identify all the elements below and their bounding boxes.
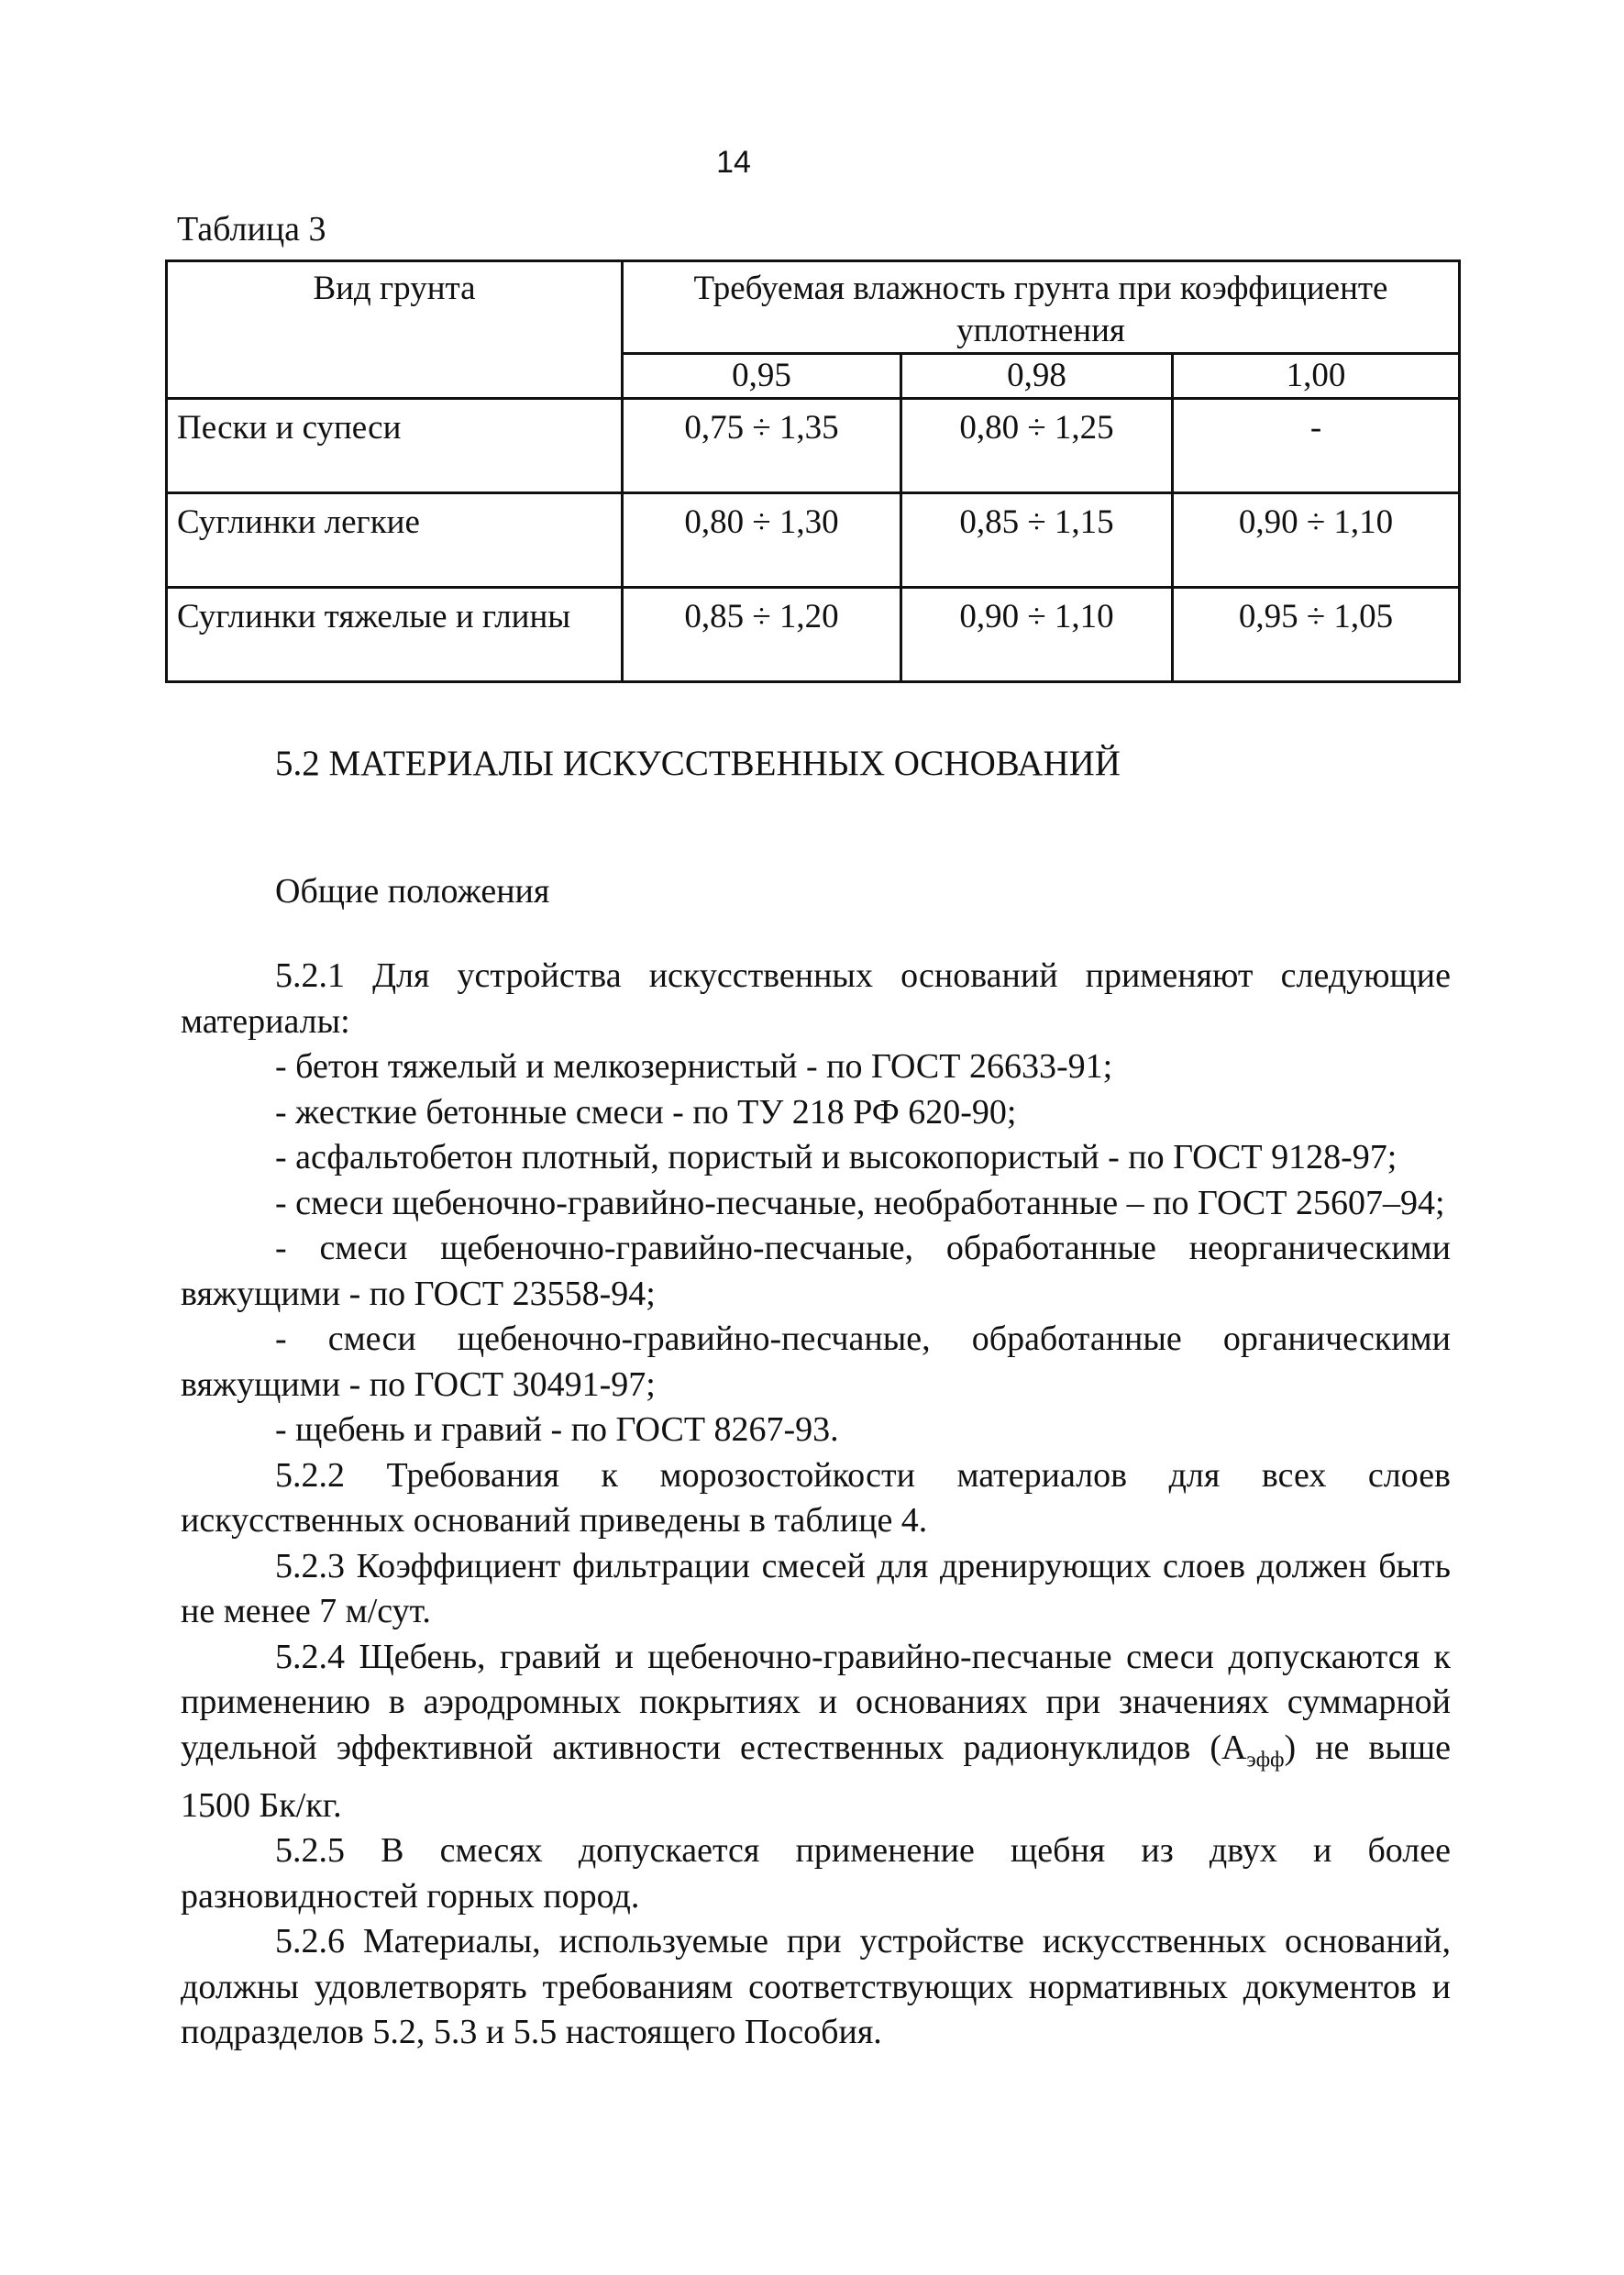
page-number: 14 <box>716 145 751 180</box>
paragraph-5-2-6: 5.2.6 Материалы, используемые при устройстве искусственных оснований, должны удовлетворять требованиям соответствующих нормативных документов и подразделов 5.2, 5.3 и 5.5 настоящего Пособия. <box>181 1922 1451 2052</box>
table-caption: Таблица 3 <box>177 210 326 248</box>
value-cell: 0,80 ÷ 1,30 <box>623 493 901 588</box>
header-coefficient: 0,98 <box>901 354 1173 399</box>
table-row <box>167 493 1460 588</box>
value-cell: 0,75 ÷ 1,35 <box>623 399 901 493</box>
header-soil-kind: Вид грунта <box>167 261 623 399</box>
value-cell: 0,85 ÷ 1,15 <box>901 493 1173 588</box>
header-coefficient: 1,00 <box>1173 354 1460 399</box>
paragraph-5-2-3: 5.2.3 Коэффициент фильтрации смесей для дренирующих слоев должен быть не менее 7 м/сут. <box>181 1546 1451 1630</box>
soil-moisture-table <box>165 260 1461 683</box>
list-item: - смеси щебеночно-гравийно-песчаные, обработанные органическими вяжущими - по ГОСТ 30491-97; <box>181 1320 1451 1404</box>
body-text <box>181 954 1451 2056</box>
soil-kind-cell: Пески и супеси <box>167 399 623 493</box>
list-item: - щебень и гравий - по ГОСТ 8267-93. <box>275 1410 839 1449</box>
header-required-moisture: Требуемая влажность грунта при коэффициенте уплотнения <box>623 261 1460 354</box>
value-cell: 0,90 ÷ 1,10 <box>1173 493 1460 588</box>
list-item: - бетон тяжелый и мелкозернистый - по ГОСТ 26633-91; <box>275 1047 1113 1086</box>
subsection-title: Общие положения <box>275 872 550 911</box>
section-title: 5.2 МАТЕРИАЛЫ ИСКУССТВЕННЫХ ОСНОВАНИЙ <box>275 744 1121 783</box>
list-item: - смеси щебеночно-гравийно-песчаные, обработанные неорганическими вяжущими - по ГОСТ 23558-94; <box>181 1229 1451 1313</box>
paragraph-5-2-5: 5.2.5 В смесях допускается применение щебня из двух и более разновидностей горных пород. <box>181 1831 1451 1916</box>
table-header-row <box>167 261 1460 354</box>
value-cell: 0,95 ÷ 1,05 <box>1173 588 1460 682</box>
list-item: - асфальтобетон плотный, пористый и высокопористый - по ГОСТ 9128-97; <box>275 1138 1398 1176</box>
paragraph-5-2-4 <box>181 1635 1451 1829</box>
soil-kind-cell: Суглинки легкие <box>167 493 623 588</box>
paragraph-5-2-1: 5.2.1 Для устройства искусственных оснований применяют следующие материалы: <box>181 956 1451 1041</box>
header-coefficient: 0,95 <box>623 354 901 399</box>
value-cell: 0,80 ÷ 1,25 <box>901 399 1173 493</box>
table-row <box>167 588 1460 682</box>
value-cell: 0,90 ÷ 1,10 <box>901 588 1173 682</box>
paragraph-5-2-4-text: 5.2.4 Щебень, гравий и щебеночно-гравийно-песчаные смеси допускаются к применению в аэродромных покрытиях и основаниях при значениях суммарной удельной эффективной активности естественных радионуклидов (А <box>181 1637 1451 1767</box>
list-item: - смеси щебеночно-гравийно-песчаные, необработанные – по ГОСТ 25607–94; <box>275 1183 1445 1222</box>
paragraph-5-2-4-text-end: ) не выше 1500 Бк/кг. <box>181 1728 1451 1825</box>
value-cell: - <box>1173 399 1460 493</box>
soil-kind-cell: Суглинки тяжелые и глины <box>167 588 623 682</box>
subscript-eff: эфф <box>1246 1748 1285 1773</box>
value-cell: 0,85 ÷ 1,20 <box>623 588 901 682</box>
paragraph-5-2-2: 5.2.2 Требования к морозостойкости материалов для всех слоев искусственных оснований приведены в таблице 4. <box>181 1455 1451 1540</box>
list-item: - жесткие бетонные смеси - по ТУ 218 РФ 620-90; <box>275 1092 1017 1132</box>
table-row <box>167 399 1460 493</box>
